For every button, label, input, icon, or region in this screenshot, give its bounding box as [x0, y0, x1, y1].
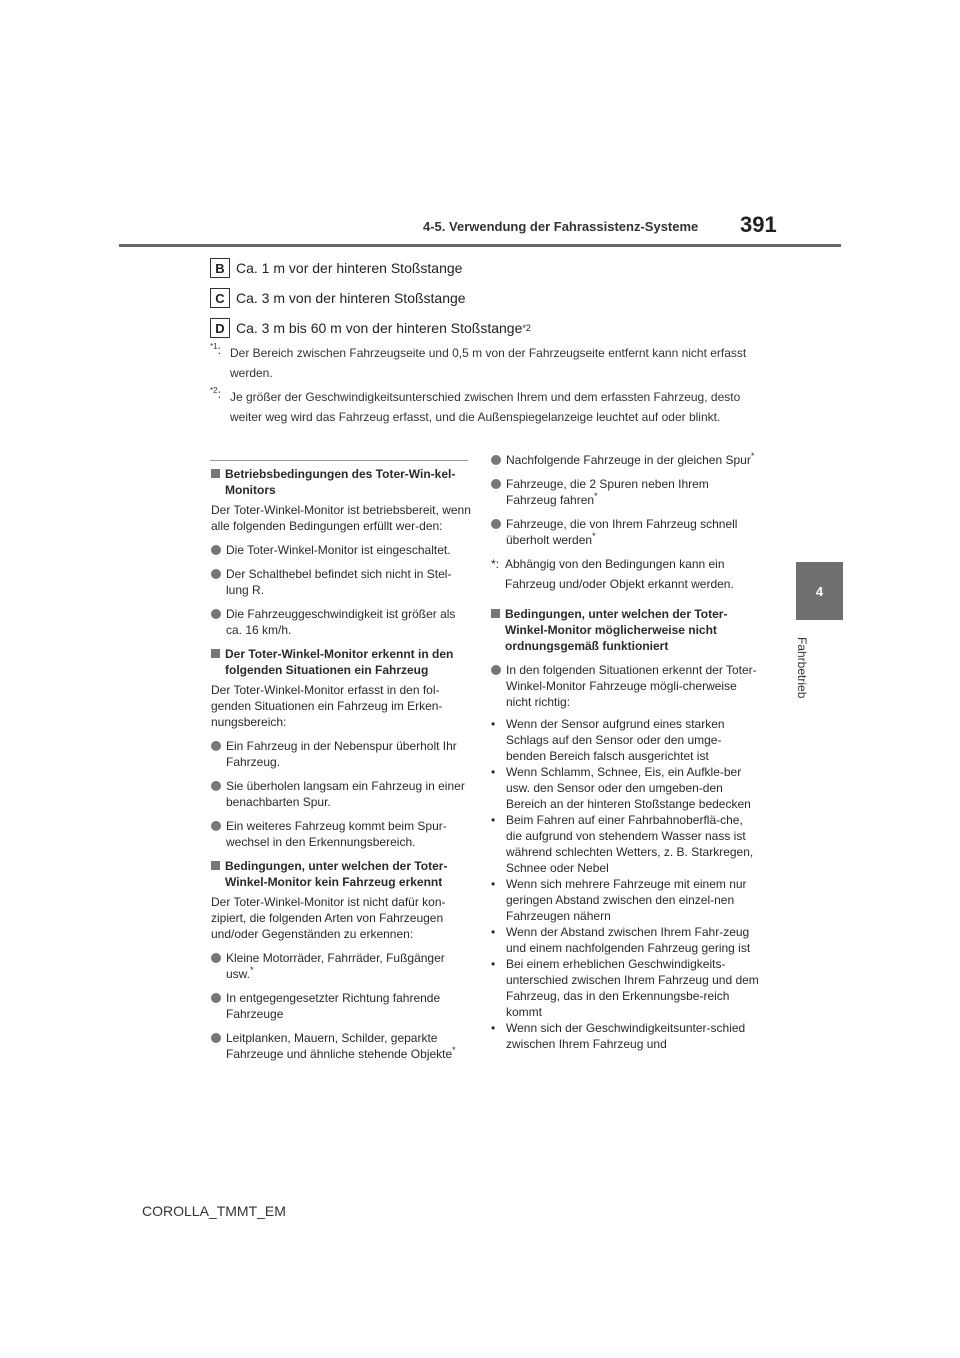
bullet-item: Leitplanken, Mauern, Schilder, geparkte Fahrzeuge und ähnliche stehende Objekte* — [211, 1030, 471, 1062]
paragraph: Der Toter-Winkel-Monitor erfasst in den fol-genden Situationen ein Fahrzeug im Erken-nungsbereich: — [211, 683, 443, 729]
section-title: 4-5. Verwendung der Fahrassistenz-Systeme — [423, 219, 699, 234]
bullet-item: Fahrzeuge, die 2 Spuren neben Ihrem Fahrzeug fahren* — [491, 476, 759, 508]
range-item-d: D Ca. 3 m bis 60 m von der hinteren Stoßstange *2 — [210, 318, 531, 338]
list-item: • Wenn der Abstand zwischen Ihrem Fahr-zeug und einem nachfolgenden Fahrzeug gering ist — [491, 925, 751, 955]
range-label-box: D — [210, 318, 230, 338]
bullet-icon — [491, 479, 501, 489]
range-text: Ca. 1 m vor der hinteren Stoßstange — [236, 260, 463, 276]
section-heading: Der Toter-Winkel-Monitor erkennt in den folgenden Situationen ein Fahrzeug — [211, 646, 471, 678]
bullet-item: Sie überholen langsam ein Fahrzeug in einer benachbarten Spur. — [211, 778, 471, 810]
section-heading: Betriebsbedingungen des Toter-Win-kel-Monitors — [211, 466, 471, 498]
chapter-name: Fahrbetrieb — [795, 637, 809, 699]
bullet-item: Ein weiteres Fahrzeug kommt beim Spur-wechsel in den Erkennungsbereich. — [211, 818, 471, 850]
header-rule — [119, 244, 841, 247]
bullet-icon — [491, 455, 501, 465]
left-column — [211, 466, 471, 1068]
bullet-item: Ein Fahrzeug in der Nebenspur überholt Ihr Fahrzeug. — [211, 738, 471, 770]
star-note: *: Abhängig von den Bedingungen kann ein Fahrzeug und/oder Objekt erkannt werden. — [491, 557, 734, 591]
footnote: $^{*2}$: Je größer der Geschwindigkeitsunterschied zwischen Ihrem und dem erfassten Fahrzeug, desto weiter weg wird das Fahrzeug erfasst, und die Außenspiegelanzeige leuchtet auf oder blinkt. — [210, 387, 760, 427]
bullet-item: Kleine Motorräder, Fahrräder, Fußgänger usw.* — [211, 950, 471, 982]
footnotes — [210, 343, 760, 431]
list-item: • Wenn der Sensor aufgrund eines starken Schlags auf den Sensor oder den umge-benden Bereich falsch ausgerichtet ist — [491, 717, 725, 763]
list-item: • Wenn sich der Geschwindigkeitsunter-schied zwischen Ihrem Fahrzeug und — [491, 1021, 746, 1051]
bullet-icon — [211, 953, 221, 963]
range-item-c — [210, 288, 466, 308]
bullet-item: Der Schalthebel befindet sich nicht in Stel-lung R. — [211, 566, 471, 598]
range-text: Ca. 3 m bis 60 m von der hinteren Stoßstange — [236, 320, 523, 336]
range-label-box: B — [210, 258, 230, 278]
bullet-item: Fahrzeuge, die von Ihrem Fahrzeug schnell überholt werden* — [491, 516, 759, 548]
bullet-icon — [211, 741, 221, 751]
footnote-text: Je größer der Geschwindigkeitsunterschied zwischen Ihrem und dem erfassten Fahrzeug, desto weiter weg wird das Fahrzeug erfasst, und die Außenspiegelanzeige leuchtet auf oder blinkt. — [230, 390, 741, 424]
paragraph: Der Toter-Winkel-Monitor ist nicht dafür kon-zipiert, die folgenden Arten von Fahrzeugen und/oder Gegenständen zu erkennen: — [211, 895, 446, 941]
chapter-tab[interactable]: 4 — [796, 562, 843, 620]
bullet-icon — [491, 519, 501, 529]
bullet-icon — [211, 821, 221, 831]
paragraph: Der Toter-Winkel-Monitor ist betriebsbereit, wenn alle folgenden Bedingungen erfüllt wer-den: — [211, 503, 471, 533]
section-heading: Bedingungen, unter welchen der Toter-Winkel-Monitor möglicherweise nicht ordnungsgemäß funktioniert — [491, 606, 759, 654]
bullet-icon — [211, 545, 221, 555]
footnote-mark: *2 — [210, 386, 218, 395]
list-item: • Bei einem erheblichen Geschwindigkeits-unterschied zwischen Ihrem Fahrzeug und dem Fahrzeug, das in den Erkennungsbe-reich kommt — [491, 957, 759, 1019]
bullet-item: Die Fahrzeuggeschwindigkeit ist größer als ca. 16 km/h. — [211, 606, 471, 638]
right-column — [491, 452, 759, 1052]
bullet-item: Nachfolgende Fahrzeuge in der gleichen Spur* — [491, 452, 759, 468]
footnote-text: Der Bereich zwischen Fahrzeugseite und 0,5 m von der Fahrzeugseite entfernt kann nicht erfasst werden. — [230, 346, 747, 380]
footer-code: COROLLA_TMMT_EM — [142, 1203, 286, 1219]
bullet-icon — [211, 781, 221, 791]
bullet-icon — [211, 609, 221, 619]
list-item: • Wenn sich mehrere Fahrzeuge mit einem nur geringen Abstand zwischen den einzel-nen Fahrzeugen nähern — [491, 877, 747, 923]
bullet-icon — [211, 993, 221, 1003]
bullet-icon — [211, 1033, 221, 1043]
bullet-icon — [491, 665, 501, 675]
list-item: • Wenn Schlamm, Schnee, Eis, ein Aufkle-ber usw. den Sensor oder den umgeben-den Bereich an der hinteren Stoßstange bedecken — [491, 765, 751, 811]
footnote-mark: *1 — [210, 342, 218, 351]
bullet-icon — [211, 569, 221, 579]
range-text: Ca. 3 m von der hinteren Stoßstange — [236, 290, 466, 306]
range-item-b — [210, 258, 462, 278]
bullet-item: In den folgenden Situationen erkennt der Toter-Winkel-Monitor Fahrzeuge mögli-cherweise nicht richtig: — [491, 662, 759, 710]
bullet-item: Die Toter-Winkel-Monitor ist eingeschaltet. — [211, 542, 471, 558]
bullet-item: In entgegengesetzter Richtung fahrende Fahrzeuge — [211, 990, 471, 1022]
page-number: 391 — [740, 212, 777, 237]
column-rule — [210, 460, 468, 461]
section-heading: Bedingungen, unter welchen der Toter-Winkel-Monitor kein Fahrzeug erkennt — [211, 858, 471, 890]
list-item: • Beim Fahren auf einer Fahrbahnoberflä-che, die aufgrund von stehendem Wasser nass ist während schlechten Wetters, z. B. Starkregen, Schnee oder Nebel — [491, 813, 754, 875]
footnote: $^{*1}$: Der Bereich zwischen Fahrzeugseite und 0,5 m von der Fahrzeugseite entfernt kann nicht erfasst werden. — [210, 343, 760, 383]
range-label-box: C — [210, 288, 230, 308]
